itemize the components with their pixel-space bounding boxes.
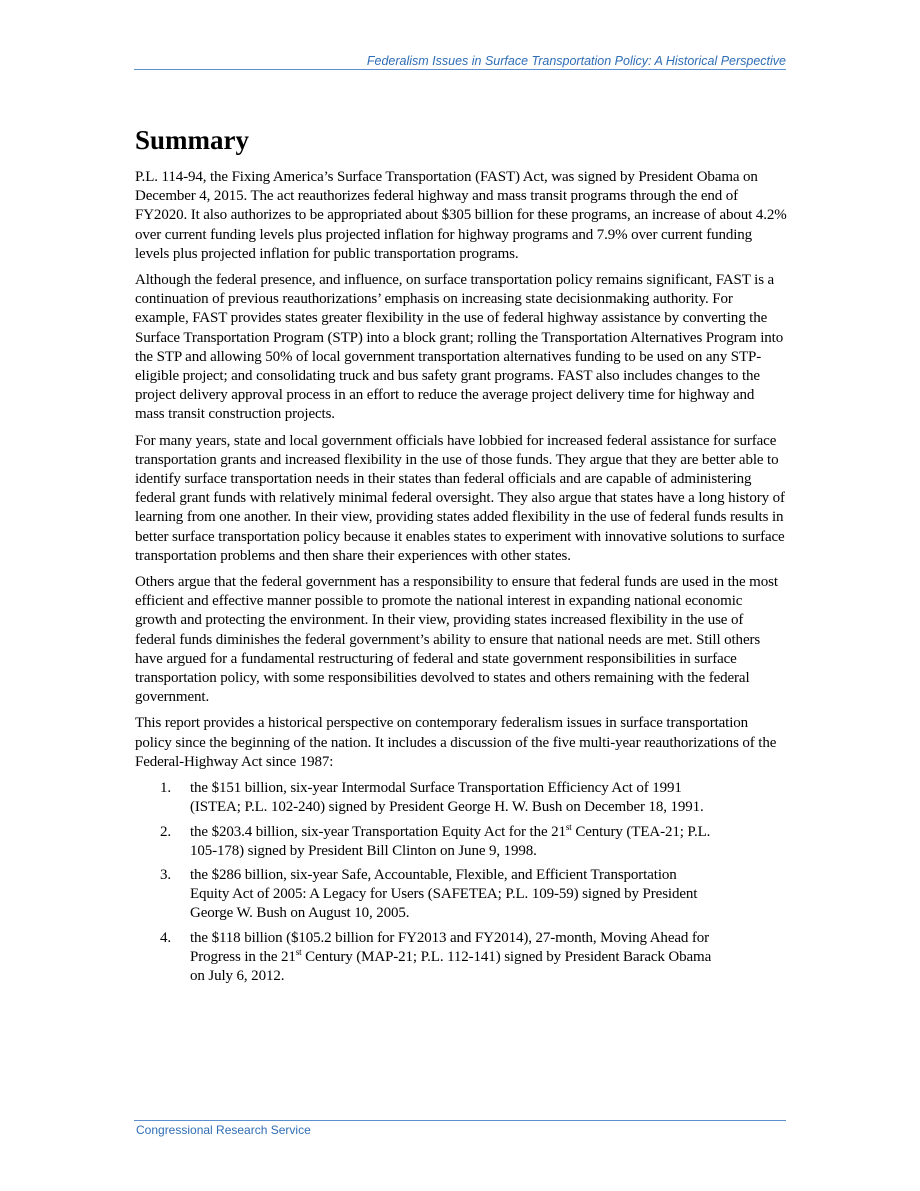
ordinal-superscript: st xyxy=(565,821,572,832)
list-item-text-continued: Century (TEA-21; P.L. 105-178) signed by President Bill Clinton on June 9, 1998. xyxy=(190,823,711,859)
summary-paragraph-3: For many years, state and local government officials have lobbied for increased federal assistance for surface transportation grants and increased flexibility in the use of those funds. They argue that they are better able to identify surface transportation needs in their states than federal officials and are capable of administering federal grant funds with relatively minimal federal oversight. They also argue that states have a long history of learning from one another. In their view, providing states added flexibility in the use of federal funds results in better surface transportation policy because it enables states to experiment with innovative solutions to surface transportation problems and then share their experiences with other states. xyxy=(135,432,785,564)
summary-section xyxy=(135,122,787,991)
list-item xyxy=(135,823,787,861)
header-rule xyxy=(134,69,786,70)
list-item-number: 1. xyxy=(160,780,172,797)
footer-rule xyxy=(134,1120,786,1121)
list-item xyxy=(135,779,787,817)
list-item xyxy=(135,866,787,924)
list-item-text: the $203.4 billion, six-year Transportation Equity Act for the 21 xyxy=(190,823,566,840)
list-item-number: 3. xyxy=(160,866,172,883)
list-item-number: 4. xyxy=(160,929,172,946)
list-item-text-continued: Century (MAP-21; P.L. 112-141) signed by President Barack Obama on July 6, 2012. xyxy=(190,948,712,984)
summary-paragraph-5: This report provides a historical perspective on contemporary federalism issues in surface transportation policy since the beginning of the nation. It includes a discussion of the five multi-year reauthorizations of the Federal-Highway Act since 1987: xyxy=(135,715,777,770)
running-header-title: Federalism Issues in Surface Transportation Policy: A Historical Perspective xyxy=(366,54,786,68)
list-item-text: the $286 billion, six-year Safe, Accountable, Flexible, and Efficient Transportation Equity Act of 2005: A Legacy for Users (SAFETEA; P.L. 109-59) signed by President George W. Bush on August 10, 2005. xyxy=(190,866,698,922)
ordinal-superscript: st xyxy=(295,946,302,957)
section-heading: Summary xyxy=(135,125,249,155)
list-item-text: the $118 billion ($105.2 billion for FY2013 and FY2014), 27-month, Moving Ahead for Progress in the 21 xyxy=(190,929,710,965)
list-item-text: the $151 billion, six-year Intermodal Surface Transportation Efficiency Act of 1991 (ISTEA; P.L. 102-240) signed by President George H. W. Bush on December 18, 1991. xyxy=(190,780,704,816)
summary-paragraph-2: Although the federal presence, and influence, on surface transportation policy remains significant, FAST is a continuation of previous reauthorizations’ emphasis on increasing state decisionmaking authority. For example, FAST provides states greater flexibility in the use of federal highway assistance by converting the Surface Transportation Program (STP) into a block grant; rolling the Transportation Alternatives Program into the STP and allowing 50% of local government transportation alternatives funding to be used on any STP-eligible project; and consolidating truck and bus safety grant programs. FAST also includes changes to the project delivery approval process in an effort to reduce the average project delivery time for highway and mass transit construction projects. xyxy=(135,272,784,423)
list-item-number: 2. xyxy=(160,823,172,840)
summary-paragraph-4: Others argue that the federal government has a responsibility to ensure that federal funds are used in the most efficient and effective manner possible to promote the national interest in expanding national economic growth and protecting the environment. In their view, providing states increased flexibility in the use of federal funds diminishes the federal government’s ability to ensure that national needs are met. Still others have argued for a fundamental restructuring of federal and state government responsibilities in surface transportation policy, with some responsibilities devolved to states and others remaining with the federal government. xyxy=(135,574,778,706)
list-item xyxy=(135,929,787,987)
summary-paragraph-1: P.L. 114-94, the Fixing America’s Surface Transportation (FAST) Act, was signed by President Obama on December 4, 2015. The act reauthorizes federal highway and mass transit programs through the end of FY2020. It also authorizes to be appropriated about $305 billion for these programs, an increase of about 4.2% over current funding levels plus projected inflation for highway programs and 7.9% over current funding levels plus projected inflation for public transportation programs. xyxy=(135,169,787,262)
reauthorization-list xyxy=(135,779,787,986)
running-footer-publisher: Congressional Research Service xyxy=(136,1123,311,1137)
